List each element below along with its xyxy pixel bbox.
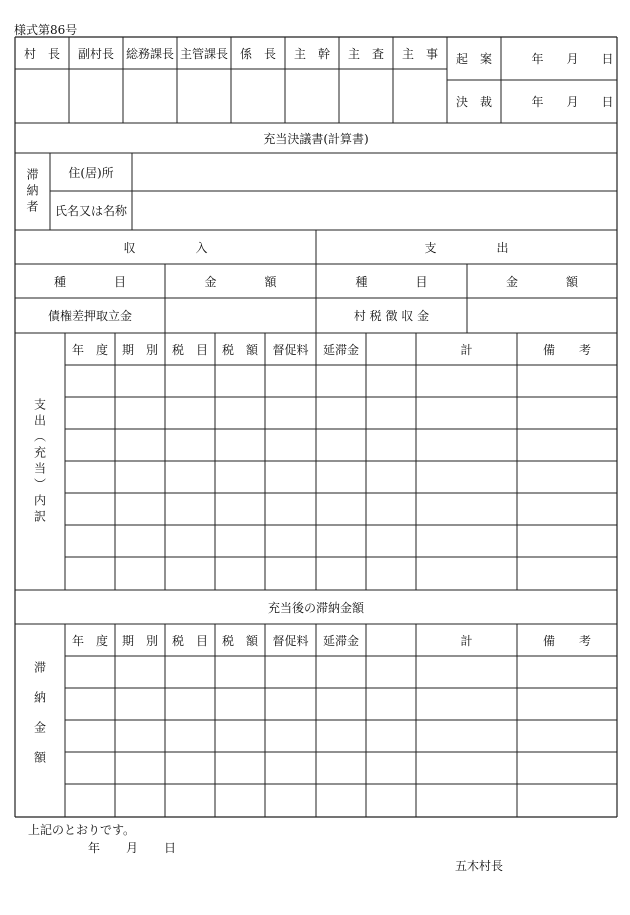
- decision-date-year-text: 年: [531, 95, 544, 109]
- income-section-label-text: 収 入: [123, 240, 208, 255]
- approval-header-7: [393, 37, 447, 69]
- breakdown-col-header-2: [165, 333, 215, 365]
- name-label: [50, 191, 132, 230]
- delinquent-label: [15, 153, 50, 230]
- expense-amount-label-text: 金 額: [505, 274, 578, 289]
- approval-header-7-text: 主 事: [401, 46, 438, 61]
- expense-section-label: [316, 230, 617, 264]
- approval-header-1: [69, 37, 123, 69]
- expense-item-value-text: 村 税 徴 収 金: [353, 309, 430, 323]
- draft-date-day-text: 日: [601, 52, 614, 66]
- after-title-text: 充当後の滞納金額: [267, 600, 364, 615]
- address-label: [50, 153, 132, 191]
- breakdown-col-header-7: [416, 333, 517, 365]
- income-item-label-text: 種 目: [53, 274, 126, 289]
- after-col-header-5: [316, 624, 366, 656]
- approval-header-6: [339, 37, 393, 69]
- after-col-header-6: [366, 624, 416, 656]
- draft-date-year-text: 年: [531, 52, 544, 66]
- footer-date: [88, 839, 176, 856]
- after-col-header-4: [265, 624, 316, 656]
- after-col-header-7-text: 計: [460, 633, 473, 648]
- breakdown-col-header-6: [366, 333, 416, 365]
- footer-date-year: 年: [88, 841, 101, 855]
- decision-date-year: [525, 80, 550, 123]
- decision-date-day: [595, 80, 620, 123]
- breakdown-col-header-3: [215, 333, 265, 365]
- draft-date-month: [560, 37, 585, 80]
- after-col-header-4-text: 督促料: [272, 633, 309, 648]
- address-label-text: 住(居)所: [68, 165, 114, 180]
- breakdown-col-header-2-text: 税 目: [171, 342, 208, 357]
- income-amount-label: [165, 264, 316, 298]
- approval-header-6-text: 主 査: [347, 46, 384, 61]
- breakdown-col-header-8: [517, 333, 617, 365]
- footer-date-day: 日: [164, 841, 177, 855]
- breakdown-col-header-5: [316, 333, 366, 365]
- after-col-header-0: [65, 624, 115, 656]
- expense-amount-label: [467, 264, 617, 298]
- approval-header-4: [231, 37, 285, 69]
- signer: 五木村長: [455, 859, 504, 873]
- expense-item-label: [316, 264, 467, 298]
- breakdown-col-header-5-text: 延滞金: [322, 342, 359, 357]
- after-col-header-2: [165, 624, 215, 656]
- income-item-label: [15, 264, 165, 298]
- after-col-header-2-text: 税 目: [171, 633, 208, 648]
- after-col-header-8-text: 備 考: [542, 633, 591, 648]
- expense-section-label-text: 支 出: [424, 240, 509, 255]
- income-amount-label-text: 金 額: [204, 274, 277, 289]
- footer-date-month: 月: [126, 841, 139, 855]
- approval-header-0-text: 村 長: [23, 46, 60, 61]
- decision-label: [447, 80, 501, 123]
- after-col-header-8: [517, 624, 617, 656]
- name-label-text: 氏名又は名称: [54, 204, 127, 218]
- approval-header-5-text: 主 幹: [293, 46, 330, 61]
- closing-text: 上記のとおりです。: [28, 823, 136, 837]
- approval-header-3: [177, 37, 231, 69]
- decision-date-month-text: 月: [566, 95, 579, 109]
- breakdown-col-header-4-text: 督促料: [272, 342, 309, 357]
- approval-header-0: [15, 37, 69, 69]
- approval-header-1-text: 副村長: [77, 46, 114, 61]
- income-item-value: [15, 298, 165, 333]
- after-col-header-1: [115, 624, 165, 656]
- breakdown-col-header-1: [115, 333, 165, 365]
- after-side-label-text: 滞納金額: [32, 660, 47, 781]
- decision-date-month: [560, 80, 585, 123]
- draft-date-year: [525, 37, 550, 80]
- expense-item-value: [316, 298, 467, 333]
- after-col-header-1-text: 期 別: [121, 633, 158, 648]
- calc-title-text: 充当決議書(計算書): [263, 131, 369, 146]
- draft-label: [447, 37, 501, 80]
- income-section-label: [15, 230, 316, 264]
- breakdown-col-header-0-text: 年 度: [71, 342, 108, 357]
- breakdown-col-header-0: [65, 333, 115, 365]
- breakdown-col-header-3-text: 税 額: [221, 342, 258, 357]
- after-col-header-3: [215, 624, 265, 656]
- breakdown-col-header-8-text: 備 考: [542, 342, 591, 357]
- breakdown-side-label-text: 支出（充当）内訳: [32, 397, 47, 526]
- breakdown-side-label: [15, 333, 65, 590]
- form-number: 様式第86号: [14, 23, 78, 37]
- after-side-label: [15, 624, 65, 817]
- breakdown-col-header-7-text: 計: [460, 342, 473, 357]
- decision-label-text: 決 裁: [455, 95, 492, 109]
- approval-header-5: [285, 37, 339, 69]
- after-title: [15, 590, 617, 624]
- after-col-header-5-text: 延滞金: [322, 633, 359, 648]
- approval-header-2-text: 総務課長: [125, 46, 174, 61]
- calc-title: [15, 123, 617, 153]
- decision-date-day-text: 日: [601, 95, 614, 109]
- after-col-header-3-text: 税 額: [221, 633, 258, 648]
- breakdown-col-header-4: [265, 333, 316, 365]
- approval-header-2: [123, 37, 177, 69]
- income-item-value-text: 債権差押取立金: [47, 309, 132, 323]
- draft-label-text: 起 案: [455, 52, 492, 66]
- approval-header-3-text: 主管課長: [179, 46, 228, 61]
- draft-date-day: [595, 37, 620, 80]
- expense-item-label-text: 種 目: [355, 274, 428, 289]
- delinquent-label-text: 滞納者: [25, 167, 39, 216]
- after-col-header-7: [416, 624, 517, 656]
- approval-header-4-text: 係 長: [239, 46, 276, 61]
- draft-date-month-text: 月: [566, 52, 579, 66]
- breakdown-col-header-1-text: 期 別: [121, 342, 158, 357]
- after-col-header-0-text: 年 度: [71, 633, 108, 648]
